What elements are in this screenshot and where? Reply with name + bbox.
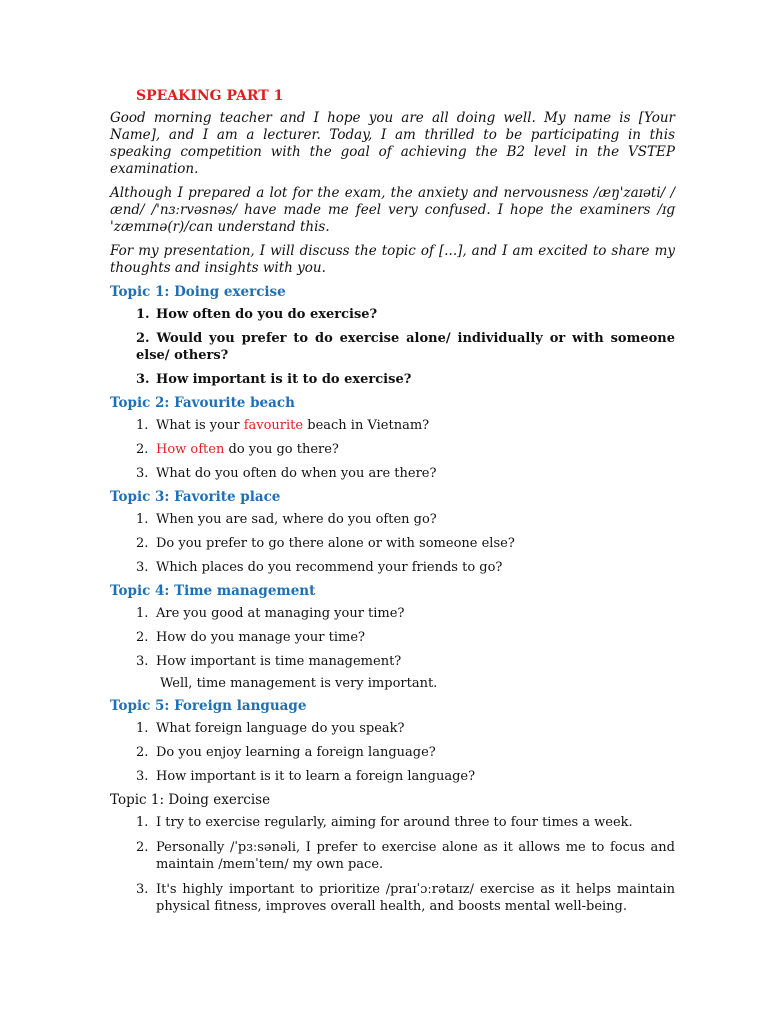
answer-1: 1. I try to exercise regularly, aiming for around three to four times a week. — [136, 815, 633, 830]
topic-3-title: Topic 3: Favorite place — [110, 489, 281, 505]
topic-4-title: Topic 4: Time management — [110, 583, 316, 599]
topic-3-question-3: 3. Which places do you recommend your friends to go? — [136, 560, 503, 575]
topic-2-question-2: 2. How often do you go there? — [136, 442, 339, 457]
intro-paragraph-2: Although I prepared a lot for the exam, the anxiety and nervousness /æŋ'zaɪəti/ /ænd/ /'nɜːrvəsnəs/ have made me feel very confused. I hope the examiners /ɪɡ 'zæmɪnə(r)/can understand this. — [110, 185, 675, 235]
topic-2-title: Topic 2: Favourite beach — [110, 395, 295, 411]
topic-5-question-2: 2. Do you enjoy learning a foreign language? — [136, 745, 436, 760]
topic-1-question-1: 1. How often do you do exercise? — [136, 307, 378, 322]
topic-2-question-3: 3. What do you often do when you are there? — [136, 466, 437, 481]
answer-2: 2. Personally /ˈpɜːsənəli, I prefer to exercise alone as it allows me to focus and maintain /meɪnˈteɪn/ my own pace. — [136, 840, 675, 872]
topic-3-question-2: 2. Do you prefer to go there alone or with someone else? — [136, 536, 515, 551]
topic-4-question-3: 3. How important is time management? — [136, 654, 402, 669]
topic-1-title: Topic 1: Doing exercise — [110, 284, 286, 300]
topic-2-question-1: 1. What is your favourite beach in Vietnam? — [136, 418, 430, 433]
topic-5-question-1: 1. What foreign language do you speak? — [136, 721, 405, 736]
intro-paragraph-1: Good morning teacher and I hope you are all doing well. My name is [Your Name], and I am a lecturer. Today, I am thrilled to be participating in this speaking competition with the goal of achieving the B2 level in the VSTEP examination. — [110, 110, 675, 177]
intro-paragraph-3: For my presentation, I will discuss the topic of [...], and I am excited to share my thoughts and insights with you. — [110, 243, 675, 276]
topic-5-title: Topic 5: Foreign language — [110, 698, 307, 714]
topic-5-question-3: 3. How important is it to learn a foreign language? — [136, 769, 476, 784]
topic-3-question-1: 1. When you are sad, where do you often go? — [136, 512, 437, 527]
topic-4-question-2: 2. How do you manage your time? — [136, 630, 365, 645]
topic-4-question-1: 1. Are you good at managing your time? — [136, 606, 405, 621]
page-title: SPEAKING PART 1 — [136, 88, 284, 104]
answers-topic-title: Topic 1: Doing exercise — [110, 792, 271, 808]
topic-1-question-2: 2. Would you prefer to do exercise alone/ individually or with someone else/ others? — [136, 331, 675, 363]
answer-3: 3. It's highly important to prioritize /praɪˈɔːrətaɪz/ exercise as it helps maintain physical fitness, improves overall health, and boosts mental well-being. — [136, 882, 675, 914]
document-page — [110, 88, 675, 923]
topic-4-note: Well, time management is very important. — [160, 676, 438, 691]
topic-1-question-3: 3. How important is it to do exercise? — [136, 372, 412, 387]
